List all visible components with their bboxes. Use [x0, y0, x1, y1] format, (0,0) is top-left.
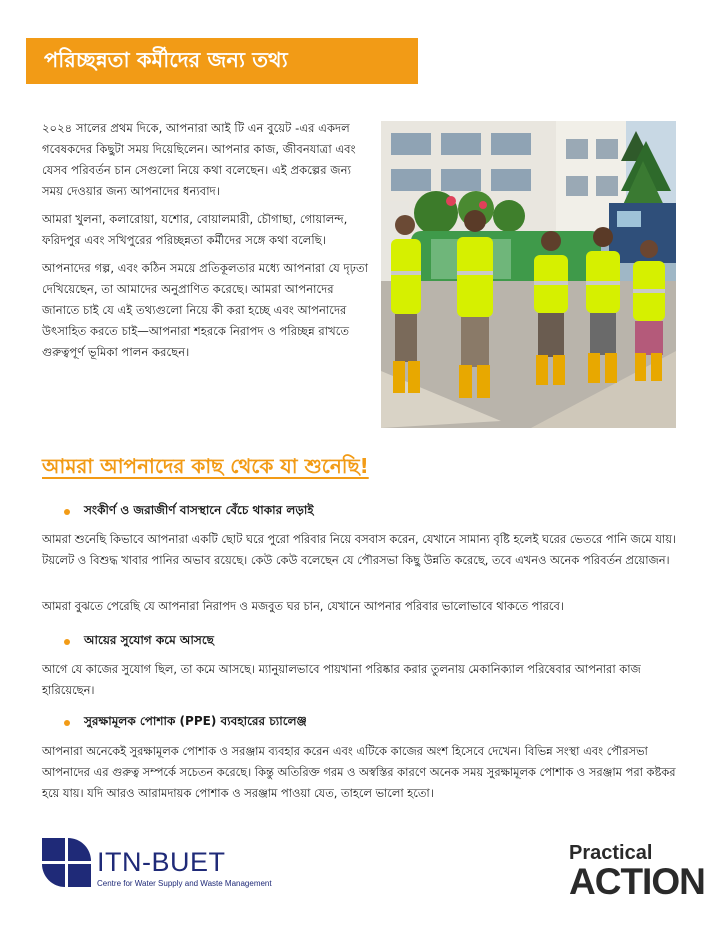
intro-paragraph: আমরা খুলনা, কলারোয়া, যশোর, বোয়ালমারী, চৌগাছা, গোয়ালন্দ, ফরিদপুর এবং সখিপুরের পরিচ্ছন্নতা কর্মীদের সঙ্গে কথা বলেছি।: [42, 212, 348, 247]
intro-text: [42, 118, 370, 370]
practical-action-logo: [569, 842, 705, 900]
workers-photo-illustration: [381, 121, 676, 428]
housing-paragraph: আমরা শুনেছি কিভাবে আপনারা একটি ছোট ঘরে পুরো পরিবার নিয়ে বসবাস করেন, যেখানে সামান্য বৃষ্টি হলেই ঘরের ভেতরে পানি জমে যায়। টয়লেট ও বিশুদ্ধ খাবার পানির অভাব রয়েছে। কেউ কেউ বলেছেন যে পৌরসভা কিছু উন্নতি করেছে, তবে এখনও অনেক পরিবর্তন প্রয়োজন।: [42, 532, 676, 567]
bullet-title: সংকীর্ণ ও জরাজীর্ণ বাসস্থানে বেঁচে থাকার লড়াই: [84, 503, 314, 517]
bullet-title: আয়ের সুযোগ কমে আসছে: [84, 633, 214, 647]
bullet-income: [64, 632, 214, 652]
bullet-title: সুরক্ষামূলক পোশাক (PPE) ব্যবহারের চ্যালেঞ্জ: [84, 714, 307, 728]
practical-action-line1: Practical: [569, 842, 653, 864]
title-banner: [26, 38, 418, 84]
intro-paragraph: আপনাদের গল্প, এবং কঠিন সময়ে প্রতিকূলতার মধ্যে আপনারা যে দৃঢ়তা দেখিয়েছেন, তা আমাদের অনুপ্রাণিত করেছে। আমরা আপনাদের জানাতে চাই যে এই তথ্যগুলো নিয়ে কী করা হচ্ছে এবং আপনাদের উৎসাহিত করতে চাই—আপনারা শহরকে নিরাপদ ও পরিচ্ছন্ন রাখতে গুরুত্বপূর্ণ ভূমিকা পালন করছেন।: [42, 261, 369, 359]
itn-buet-name: ITN-BUET: [97, 847, 226, 877]
itn-buet-subtitle: Centre for Water Supply and Waste Management: [97, 879, 272, 888]
bullet-dot-icon: [64, 639, 70, 645]
itn-buet-logo: [42, 838, 272, 888]
bullet-dot-icon: [64, 720, 70, 726]
workers-photo: [381, 121, 676, 428]
bullet-dot-icon: [64, 509, 70, 515]
housing-paragraph: আমরা বুঝতে পেরেছি যে আপনারা নিরাপদ ও মজবুত ঘর চান, যেখানে আপনার পরিবার ভালোভাবে থাকতে পারবে।: [42, 599, 564, 613]
page-title: পরিচ্ছন্নতা কর্মীদের জন্য তথ্য: [44, 47, 288, 72]
intro-paragraph: ২০২৪ সালের প্রথম দিকে, আপনারা আই টি এন বুয়েট -এর একদল গবেষকদের কিছুটা সময় দিয়েছিলেন। আপনার কাজ, জীবনযাত্রা এবং যেসব পরিবর্তন চান সেগুলো নিয়ে কথা বলেছেন। এই প্রকল্পের জন্য সময় দেওয়ার জন্য আপনাদের ধন্যবাদ।: [42, 121, 356, 198]
ppe-paragraph: আপনারা অনেকেই সুরক্ষামূলক পোশাক ও সরঞ্জাম ব্যবহার করেন এবং এটিকে কাজের অংশ হিসেবে দেখেন। বিভিন্ন সংস্থা এবং পৌরসভা আপনাদের এর গুরুত্ব সম্পর্কে সচেতন করেছে। কিন্তু অতিরিক্ত গরম ও অস্বস্তির কারণে অনেক সময় সুরক্ষামূলক পোশাক ও সরঞ্জাম পরা কষ্টকর হয়ে যায়। যদি আরও আরামদায়ক পোশাক ও সরঞ্জাম পাওয়া যেত, তাহলে ভালো হতো।: [42, 744, 676, 800]
practical-action-line2: ACTION: [569, 861, 705, 902]
itn-buet-logo-icon: [42, 838, 91, 887]
section-heading: আমরা আপনাদের কাছ থেকে যা শুনেছি!: [42, 454, 369, 478]
bullet-ppe: [64, 713, 307, 733]
bullet-housing: [64, 502, 314, 522]
income-paragraph: আগে যে কাজের সুযোগ ছিল, তা কমে আসছে। ম্যানুয়ালভাবে পায়খানা পরিষ্কার করার তুলনায় মেকানিক্যাল পরিষেবার আপনারা কাজ হারিয়েছেন।: [42, 662, 641, 697]
